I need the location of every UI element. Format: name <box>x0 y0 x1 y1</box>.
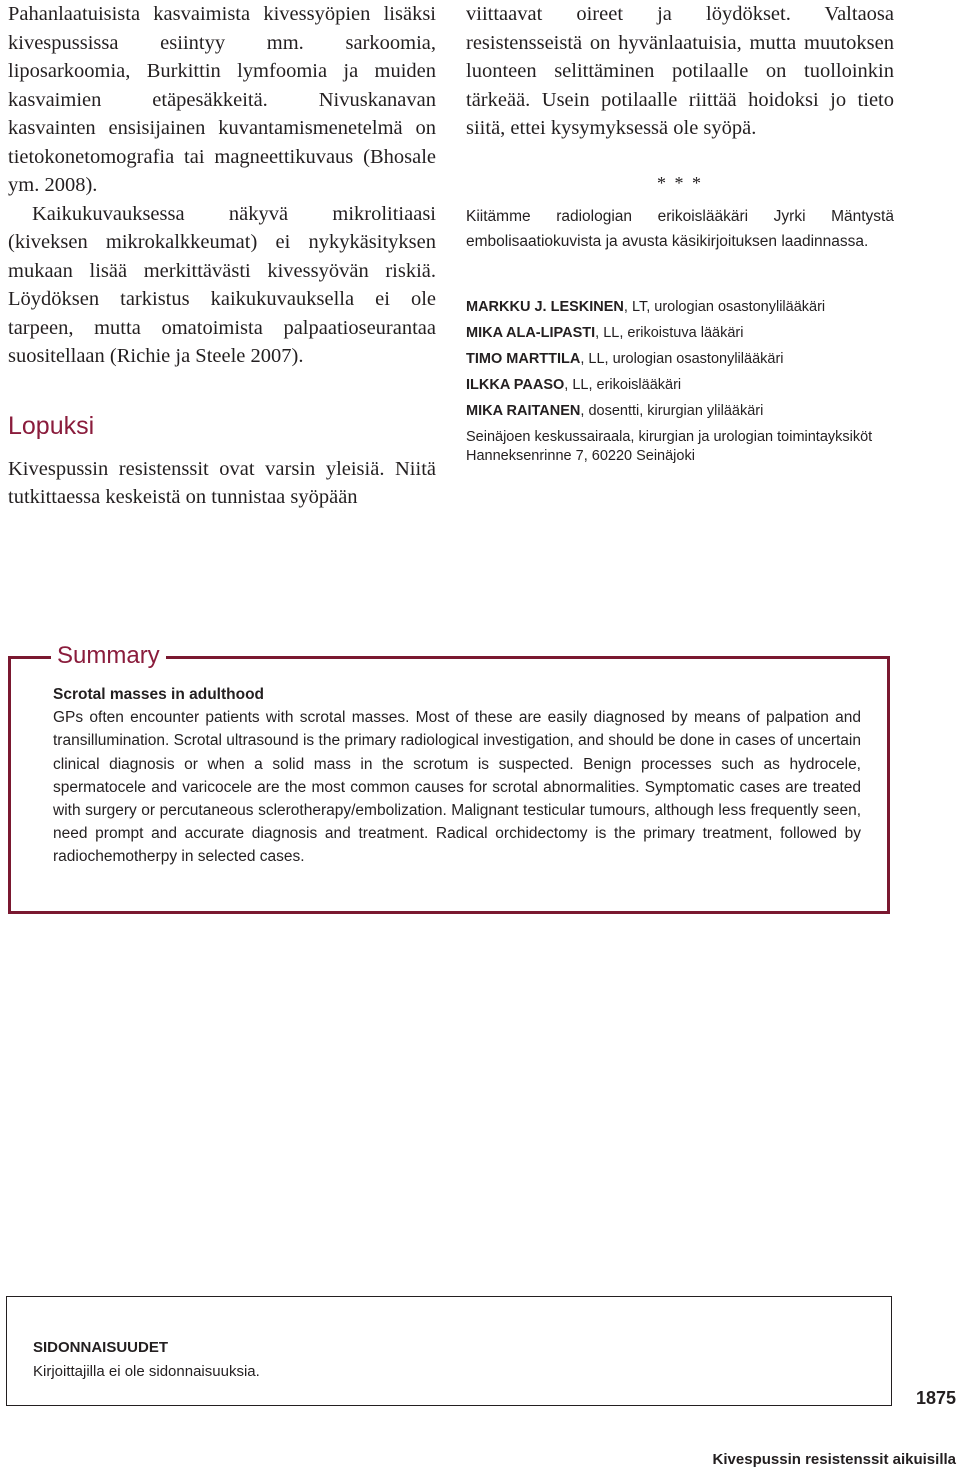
right-column <box>466 0 894 466</box>
acknowledgement-text: Kiitämme radiologian erikoislääkäri Jyrki Mäntystä embolisaatiokuvista ja avusta käsikirjoituksen laadinnassa. <box>466 207 894 250</box>
author-entry <box>466 398 894 424</box>
summary-subtitle: Scrotal masses in adulthood <box>53 686 265 703</box>
author-list <box>466 294 894 466</box>
author-entry <box>466 372 894 398</box>
summary-content <box>53 683 861 869</box>
author-title: , dosentti, kirurgian ylilääkäri <box>580 402 764 419</box>
author-name: MIKA RAITANEN <box>466 402 581 419</box>
author-entry <box>466 294 894 320</box>
left-column <box>8 0 436 512</box>
body-paragraph: Kaikukuvauksessa näkyvä mikrolitiaasi (kiveksen mikrokalkkeumat) ei nykykäsityksen mukaan lisää merkittävästi kivessyövän riskiä. Löydöksen tarkistus kaikukuvauksella ei ole tarpeen, mutta omatoimista palpaatioseurantaa suositellaan (Richie ja Steele 2007). <box>8 202 436 367</box>
summary-heading: Summary <box>51 639 166 673</box>
body-paragraph: viittaavat oireet ja löydökset. Valtaosa resistensseistä on hyvänlaatuisia, mutta muutoksen luonteen selittäminen potilaalle on tuolloinkin tärkeää. Usein potilaalle riittää hoidoksi jo tieto siitä, ettei kysymyksessä ole syöpä. <box>466 3 894 139</box>
summary-text: GPs often encounter patients with scrotal masses. Most of these are easily diagnosed by means of palpation and transillumination. Scrotal ultrasound is the primary radiological investigation, and should be done in cases of uncertain clinical diagnosis or when a solid mass in the scrotum is suspected. Benign processes such as hydrocele, spermatocele and varicocele are the most common causes for scrotal abnormalities. Symptomatic cases are treated with surgery or percutaneous sclerotherapy/embolization. Malignant testicular tumours, although less frequently seen, need prompt and accurate diagnosis and treatment. Radical orchidectomy is the primary treatment, followed by radiochemotherpy in selected cases. <box>53 709 861 866</box>
section-separator: * * * <box>657 172 703 193</box>
author-affiliation: Seinäjoen keskussairaala, kirurgian ja urologian toimintayksiköt <box>466 428 873 445</box>
author-name: MARKKU J. LESKINEN <box>466 298 624 315</box>
author-name: TIMO MARTTILA <box>466 350 581 367</box>
author-entry <box>466 320 894 346</box>
summary-box <box>8 642 890 914</box>
disclosure-text: Kirjoittajilla ei ole sidonnaisuuksia. <box>33 1363 260 1380</box>
author-name: MIKA ALA-LIPASTI <box>466 324 596 341</box>
author-title: , LL, urologian osastonylilääkäri <box>580 350 784 367</box>
body-paragraph: Kivespussin resistenssit ovat varsin yleisiä. Niitä tutkittaessa keskeistä on tunnistaa syöpään <box>8 457 436 508</box>
author-title: , LT, urologian osastonylilääkäri <box>623 298 826 315</box>
author-address: Hanneksenrinne 7, 60220 Seinäjoki <box>466 447 695 464</box>
disclosure-box <box>6 1296 892 1406</box>
page-number: 1875 <box>915 1388 956 1408</box>
author-entry <box>466 346 894 372</box>
author-title: , LL, erikoistuva lääkäri <box>595 324 744 341</box>
author-title: , LL, erikoislääkäri <box>564 376 682 393</box>
author-name: ILKKA PAASO <box>466 376 565 393</box>
section-heading: Lopuksi <box>8 411 95 440</box>
body-paragraph: Pahanlaatuisista kasvaimista kivessyöpien lisäksi kivespussissa esiintyy mm. sarkoomia, liposarkoomia, Burkittin lymfoomia ja muiden kasvaimien etäpesäkkeitä. Nivuskanavan kasvainten ensisijainen kuvantamismenetelmä on tietokonetomografia tai magneettikuvaus (Bhosale ym. 2008). <box>8 3 436 196</box>
running-title: Kivespussin resistenssit aikuisilla <box>712 1451 956 1468</box>
disclosure-heading: SIDONNAISUUDET <box>33 1339 169 1356</box>
